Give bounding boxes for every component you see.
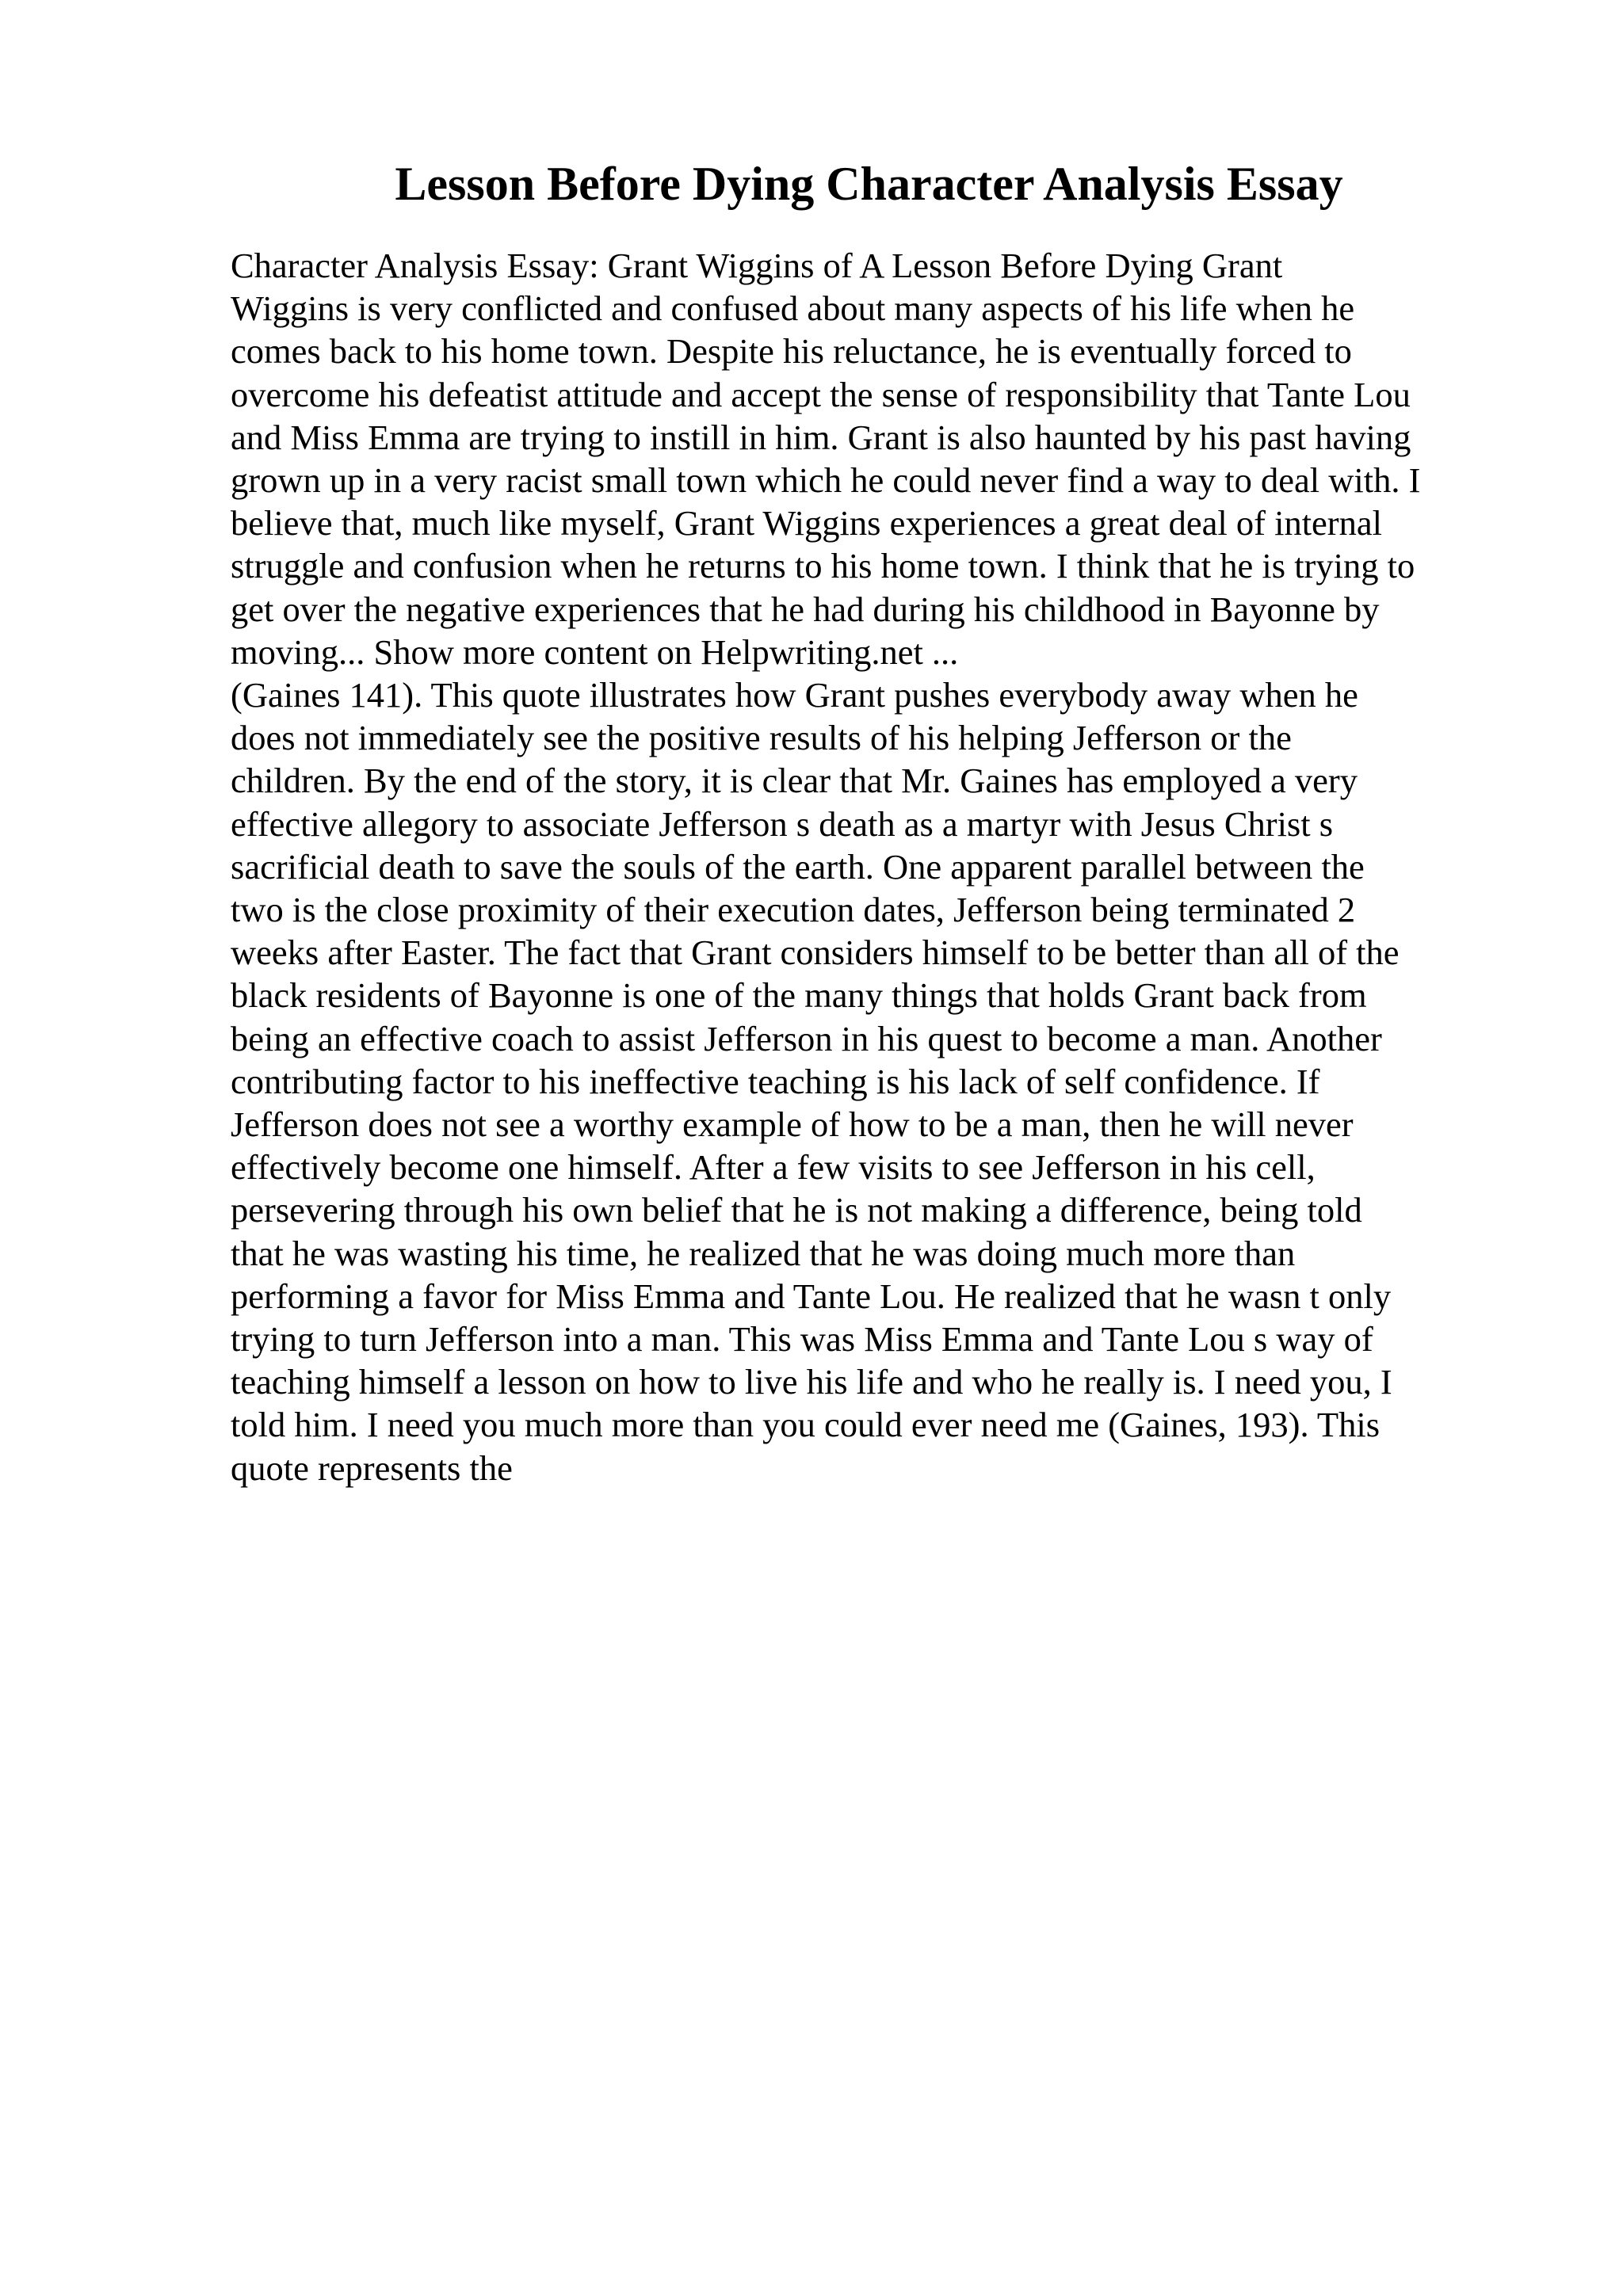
essay-line: comes back to his home town. Despite his reluctance, he is eventually forced to bbox=[231, 331, 1352, 372]
essay-line: black residents of Bayonne is one of the many things that holds Grant back from bbox=[231, 975, 1367, 1016]
essay-line: Jefferson does not see a worthy example of how to be a man, then he will never bbox=[231, 1104, 1354, 1145]
essay-line: weeks after Easter. The fact that Grant considers himself to be better than all of the bbox=[231, 933, 1400, 973]
essay-line: struggle and confusion when he returns to his home town. I think that he is trying to bbox=[231, 546, 1415, 586]
essay-line: moving... Show more content on Helpwriting.net ... bbox=[231, 631, 959, 672]
essay-line: (Gaines 141). This quote illustrates how Grant pushes everybody away when he bbox=[231, 675, 1358, 715]
essay-line: contributing factor to his ineffective teaching is his lack of self confidence. If bbox=[231, 1061, 1320, 1101]
essay-line: and Miss Emma are trying to instill in him. Grant is also haunted by his past having bbox=[231, 417, 1411, 457]
essay-line: effectively become one himself. After a few visits to see Jefferson in his cell, bbox=[231, 1147, 1316, 1188]
essay-line: Wiggins is very conflicted and confused about many aspects of his life when he bbox=[231, 288, 1355, 329]
essay-line: quote represents the bbox=[231, 1447, 513, 1488]
essay-line: overcome his defeatist attitude and accept the sense of responsibility that Tante Lou bbox=[231, 374, 1411, 414]
essay-line: get over the negative experiences that he had during his childhood in Bayonne by bbox=[231, 589, 1380, 629]
essay-line: told him. I need you much more than you could ever need me (Gaines, 193). This bbox=[231, 1405, 1381, 1445]
essay-line: being an effective coach to assist Jefferson in his quest to become a man. Another bbox=[231, 1018, 1382, 1058]
essay-line: Character Analysis Essay: Grant Wiggins of A Lesson Before Dying Grant bbox=[231, 246, 1283, 285]
essay-line: grown up in a very racist small town which he could never find a way to deal with. I bbox=[231, 460, 1421, 501]
essay-line: teaching himself a lesson on how to live his life and who he really is. I need you, I bbox=[231, 1362, 1392, 1402]
essay-line: that he was wasting his time, he realized that he was doing much more than bbox=[231, 1233, 1296, 1273]
essay-line: persevering through his own belief that he is not making a difference, being told bbox=[231, 1190, 1362, 1230]
essay-line: children. By the end of the story, it is clear that Mr. Gaines has employed a very bbox=[231, 761, 1358, 801]
essay-line: effective allegory to associate Jefferson s death as a martyr with Jesus Christ s bbox=[231, 803, 1334, 844]
essay-line: believe that, much like myself, Grant Wiggins experiences a great deal of internal bbox=[231, 503, 1382, 543]
document-title: Lesson Before Dying Character Analysis Essay bbox=[395, 158, 1343, 210]
essay-line: two is the close proximity of their execution dates, Jefferson being terminated 2 bbox=[231, 890, 1356, 930]
essay-body bbox=[231, 244, 1499, 1489]
essay-line: sacrificial death to save the souls of the earth. One apparent parallel between the bbox=[231, 846, 1365, 887]
essay-line: does not immediately see the positive results of his helping Jefferson or the bbox=[231, 718, 1292, 758]
essay-line: performing a favor for Miss Emma and Tante Lou. He realized that he wasn t only bbox=[231, 1276, 1392, 1316]
essay-line: trying to turn Jefferson into a man. This was Miss Emma and Tante Lou s way of bbox=[231, 1319, 1373, 1360]
